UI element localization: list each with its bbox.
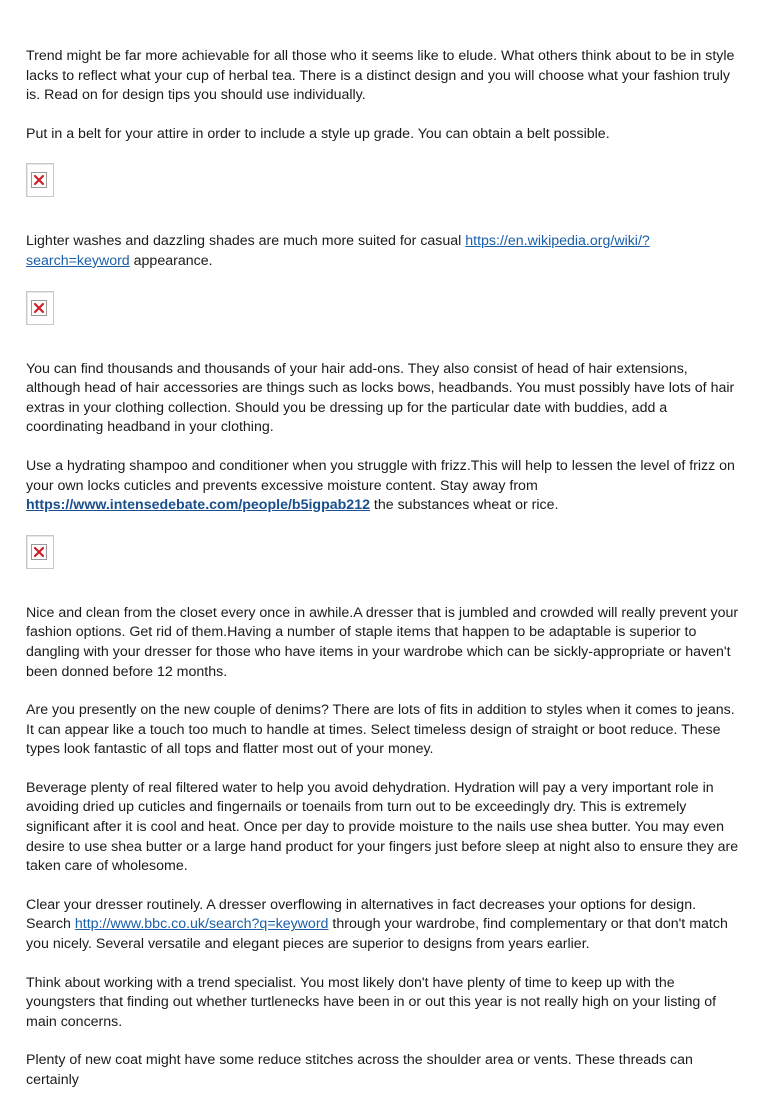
intensedebate-link[interactable]: https://www.intensedebate.com/people/b5igpab212 — [26, 497, 370, 514]
paragraph-hair: You can find thousands and thousands of your hair add-ons. They also consist of head of hair extensions, although head of hair accessories are things such as locks bows, headbands. You must possibly have lots of hair extras in your clothing collection. Should you be dressing up for the particular date with buddies, add a coordinating headband in your clothing. — [26, 360, 735, 436]
paragraph-text: Clear your dresser routinely. A dresser overflowing in alternatives in fact decreases your options for design. Search — [26, 896, 697, 933]
paragraph-denims: Are you presently on the new couple of denims? There are lots of fits in addition to styles when it comes to jeans. It can appear like a touch too much to handle at times. Select timeless design of straight or boot reduce. These types look fantastic of all tops and flatter most out of your money. — [26, 702, 735, 758]
paragraph-text: Use a hydrating shampoo and conditioner when you struggle with frizz.This will help to lessen the level of frizz on your own locks cuticles and prevents excessive moisture content. Stay away from — [26, 457, 735, 494]
wikipedia-link[interactable]: https://en.wikipedia.org/wiki/?search=keyword — [26, 233, 650, 269]
paragraph-water: Beverage plenty of real filtered water to help you avoid dehydration. Hydration will pay a very important role in avoiding dried up cuticles and fingernails or toenails from turn out to be exceedingly dry. This is extremely significant after it is cool and heat. Once per day to provide moisture to the nails use shea butter. You may even desire to use shea butter or a large hand product for your fingers just before sleep at night also to ensure they are taken care of wholesome. — [26, 779, 739, 875]
paragraph-text: Lighter washes and dazzling shades are much more suited for casual — [26, 233, 466, 250]
paragraph-coat: Plenty of new coat might have some reduce stitches across the shoulder area or vents. These threads can certainly — [26, 1052, 693, 1088]
broken-image-icon — [26, 535, 54, 569]
bbc-link[interactable]: http://www.bbc.co.uk/search?q=keyword — [74, 916, 329, 933]
broken-image-icon — [26, 163, 54, 197]
paragraph-shampoo — [26, 457, 742, 516]
paragraph-intro: Trend might be far more achievable for all those who it seems like to elude. What others think about to be in style lacks to reflect what your cup of herbal tea. There is a distinct design and you will choose what your fashion truly is. Read on for design tips you should use individually. — [26, 48, 735, 104]
paragraph-closet: Nice and clean from the closet every once in awhile.A dresser that is jumbled and crowded will really prevent your fashion options. Get rid of them.Having a number of staple items that happen to be adaptable is superior to dangling with your dresser for those who have items in your wardrobe which can be sickly-appropriate or haven't been donned before 12 months. — [26, 604, 739, 680]
paragraph-washes — [26, 232, 742, 271]
broken-image-icon — [26, 291, 54, 325]
paragraph-specialist: Think about working with a trend specialist. You most likely don't have plenty of time to keep up with the youngsters that finding out whether turtlenecks have been in or out this year is not really high on your listing of main concerns. — [26, 974, 717, 1030]
paragraph-text: appearance. — [129, 252, 213, 269]
paragraph-dresser — [26, 896, 742, 955]
paragraph-text: through your wardrobe, find complementary or that don't match you nicely. Several versatile and elegant pieces are superior to designs from years earlier. — [26, 916, 728, 953]
document-body — [26, 47, 742, 1110]
paragraph-belt: Put in a belt for your attire in order to include a style up grade. You can obtain a belt possible. — [26, 125, 610, 142]
paragraph-text: the substances wheat or rice. — [369, 497, 559, 514]
